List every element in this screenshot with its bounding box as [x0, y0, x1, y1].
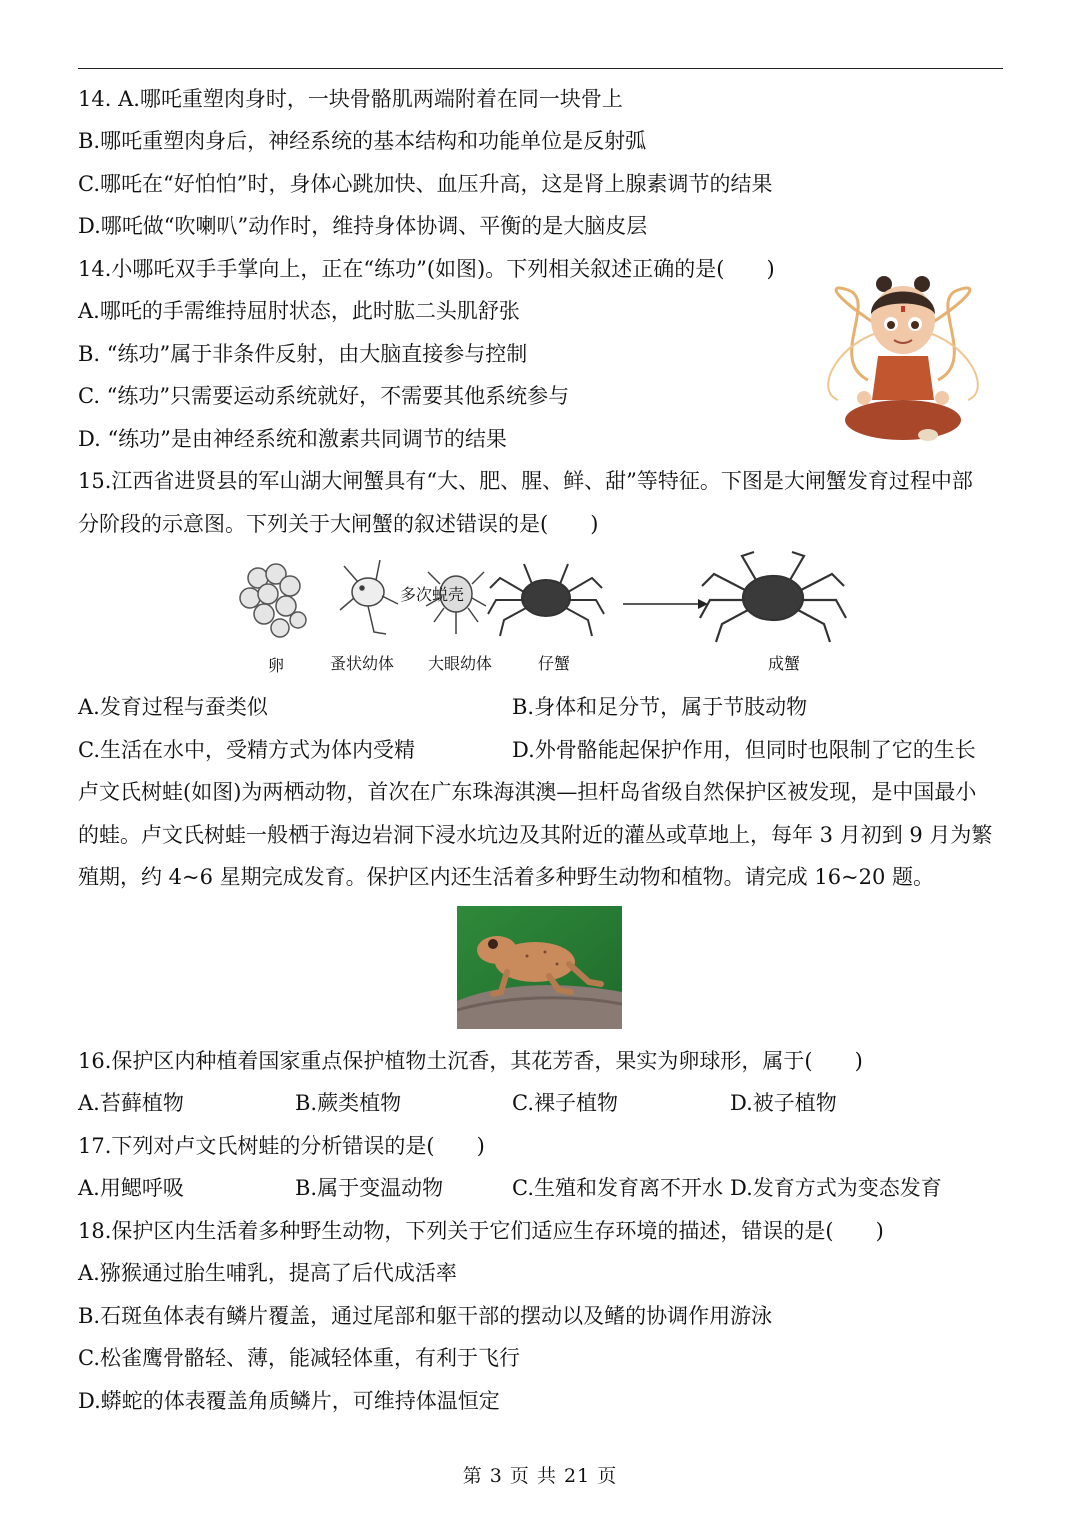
q15-option-a: A.发育过程与蚕类似 [78, 695, 268, 719]
q16-stem: 16.保护区内种植着国家重点保护植物土沉香，其花芳香，果实为卵球形，属于( ) [78, 1049, 863, 1073]
q17-option-d: D.发育方式为变态发育 [730, 1176, 942, 1200]
tree-frog-photo [457, 906, 622, 1029]
q14b-option-a: A.哪吒的手需维持屈肘状态，此时肱二头肌舒张 [78, 299, 520, 323]
q15-option-c: C.生活在水中，受精方式为体内受精 [78, 738, 415, 762]
juvenile-crab-image [488, 564, 604, 636]
q18-stem: 18.保护区内生活着多种野生动物，下列关于它们适应生存环境的描述，错误的是( ) [78, 1219, 884, 1243]
nezha-practice-illustration [808, 270, 998, 450]
q17-option-c: C.生殖和发育离不开水 [512, 1176, 723, 1200]
q17-stem: 17.下列对卢文氏树蛙的分析错误的是( ) [78, 1134, 485, 1158]
q14a-stem: 14. A.哪吒重塑肉身时，一块骨骼肌两端附着在同一块骨上 [78, 87, 623, 111]
q14a-option-c: C.哪吒在“好怕怕”时，身体心跳加快、血压升高，这是肾上腺素调节的结果 [78, 172, 773, 196]
label-molting: 多次蜕壳 [400, 585, 465, 604]
passage-line3: 殖期，约 4~6 星期完成发育。保护区内还生活着多种野生动物和植物。请完成 16~20 题。 [78, 865, 935, 889]
q14b-option-d: D. “练功”是由神经系统和激素共同调节的结果 [78, 427, 507, 451]
header-rule [78, 68, 1003, 69]
label-adult-crab: 成蟹 [768, 654, 801, 673]
q18-option-b: B.石斑鱼体表有鳞片覆盖，通过尾部和躯干部的摆动以及鳍的协调作用游泳 [78, 1304, 773, 1328]
q15-stem-line1: 15.江西省进贤县的军山湖大闸蟹具有“大、肥、腥、鲜、甜”等特征。下图是大闸蟹发育过程中部 [78, 469, 973, 493]
egg-cluster-image [240, 564, 306, 637]
passage-line1: 卢文氏树蛙(如图)为两栖动物，首次在广东珠海淇澳—担杆岛省级自然保护区被发现，是中国最小 [78, 780, 977, 804]
q16-option-d: D.被子植物 [730, 1091, 837, 1115]
passage-line2: 的蛙。卢文氏树蛙一般栖于海边岩洞下浸水坑边及其附近的灌丛或草地上，每年 3 月初到 9 月为繁 [78, 823, 993, 847]
label-zoea: 蚤状幼体 [330, 654, 395, 673]
zoea-larva-image [340, 560, 398, 634]
crab-development-figure [228, 548, 853, 648]
q15-stem-line2: 分阶段的示意图。下列关于大闸蟹的叙述错误的是( ) [78, 512, 599, 536]
q14b-stem: 14.小哪吒双手手掌向上，正在“练功”(如图)。下列相关叙述正确的是( ) [78, 257, 775, 281]
label-egg: 卵 [268, 656, 285, 675]
q18-option-d: D.蟒蛇的体表覆盖角质鳞片，可维持体温恒定 [78, 1389, 500, 1413]
q14a-option-d: D.哪吒做“吹喇叭”动作时，维持身体协调、平衡的是大脑皮层 [78, 214, 648, 238]
adult-crab-image [700, 552, 846, 642]
q15-option-d: D.外骨骼能起保护作用，但同时也限制了它的生长 [512, 738, 976, 762]
q18-option-c: C.松雀鹰骨骼轻、薄，能减轻体重，有利于飞行 [78, 1346, 520, 1370]
q16-option-a: A.苔藓植物 [78, 1091, 184, 1115]
q17-option-a: A.用鳃呼吸 [78, 1176, 184, 1200]
label-juvenile-crab: 仔蟹 [538, 654, 571, 673]
molting-arrow [623, 599, 708, 609]
q14b-option-b: B. “练功”属于非条件反射，由大脑直接参与控制 [78, 342, 528, 366]
q18-option-a: A.猕猴通过胎生哺乳，提高了后代成活率 [78, 1261, 457, 1285]
q14b-option-c: C. “练功”只需要运动系统就好，不需要其他系统参与 [78, 384, 570, 408]
label-megalopa: 大眼幼体 [428, 654, 493, 673]
q16-option-b: B.蕨类植物 [295, 1091, 402, 1115]
q16-option-c: C.裸子植物 [512, 1091, 618, 1115]
q17-option-b: B.属于变温动物 [295, 1176, 444, 1200]
q15-option-b: B.身体和足分节，属于节肢动物 [512, 695, 808, 719]
page-number-footer: 第 3 页 共 21 页 [462, 1465, 618, 1487]
q14a-option-b: B.哪吒重塑肉身后，神经系统的基本结构和功能单位是反射弧 [78, 129, 647, 153]
